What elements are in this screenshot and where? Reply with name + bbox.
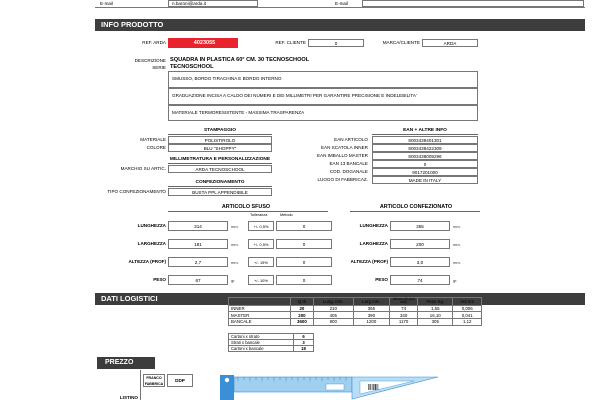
sfuso-row-tolerance[interactable]: +/- 0,5% bbox=[248, 239, 274, 249]
logistics-header-cell: Larg mm. bbox=[353, 298, 389, 306]
desc-line-3: MATERIALE TERMORESISTENTE - MASSIMA TRASPARENZA bbox=[168, 105, 478, 121]
ean-row-label: EAN IMBALLO MASTER bbox=[316, 153, 368, 158]
sfuso-title: ARTICOLO SFUSO bbox=[221, 204, 271, 210]
logistics-cell[interactable]: 405 bbox=[313, 312, 353, 319]
logistics-row bbox=[229, 305, 482, 312]
logistics-cell[interactable]: 20 bbox=[291, 305, 314, 312]
logistics-header-cell: Peso Kg. bbox=[418, 298, 453, 306]
sfuso-row-unit: mm. bbox=[231, 242, 239, 247]
materiale-value[interactable]: POLISTIROLO bbox=[168, 136, 272, 144]
product-image bbox=[218, 373, 440, 400]
pallet-row-value[interactable]: 18 bbox=[294, 346, 314, 352]
ref-cliente-value[interactable]: 0 bbox=[308, 39, 364, 47]
ean-row-value[interactable]: 8003439401301 bbox=[372, 136, 478, 144]
sfuso-row-unit: mm. bbox=[231, 260, 239, 265]
pallet-table bbox=[228, 333, 314, 352]
ref-arda-label: REF. ARDA bbox=[142, 40, 166, 45]
brand-label-icon bbox=[326, 384, 344, 390]
confezionato-title: ARTICOLO CONFEZIONATO bbox=[379, 204, 453, 210]
sfuso-row-label: ALTEZZA (PROF) bbox=[128, 259, 166, 264]
sfuso-row-metodo[interactable]: 0 bbox=[276, 221, 332, 231]
sfuso-row-value[interactable]: 314 bbox=[168, 221, 228, 231]
confezionato-row-unit: mm. bbox=[453, 224, 461, 229]
sfuso-row-label: LARGHEZZA bbox=[137, 241, 166, 246]
tipo-confezionamento-label: TIPO CONFEZIONAMENTO bbox=[107, 189, 166, 194]
sfuso-underline bbox=[168, 211, 328, 212]
hang-hole-icon bbox=[225, 378, 229, 382]
logistics-cell[interactable]: 1,12 bbox=[453, 319, 482, 326]
stampaggio-underline bbox=[168, 134, 272, 135]
logistics-cell[interactable]: 74 bbox=[390, 305, 418, 312]
marchio-label: MARCHIO SU ARTIC. bbox=[120, 166, 166, 171]
email-label-right: E-mail bbox=[335, 1, 349, 6]
barcode-icon bbox=[368, 384, 378, 390]
logistics-cell[interactable]: 1170 bbox=[390, 319, 418, 326]
logistics-cell[interactable]: 3600 bbox=[291, 319, 314, 326]
sfuso-row-tolerance[interactable]: +/- 10% bbox=[248, 275, 274, 285]
logistics-row bbox=[229, 319, 482, 326]
logistics-cell[interactable]: 0,041 bbox=[453, 312, 482, 319]
ean-underline bbox=[372, 134, 478, 135]
logistics-header-cell: Alt mm. (h) (sui lato) bbox=[390, 298, 418, 306]
metodo-label: Metodo bbox=[280, 213, 293, 217]
sfuso-row-metodo[interactable]: 0 bbox=[276, 257, 332, 267]
tipo-confezionamento-value[interactable]: BUSTA PPL APPENDIBILE bbox=[168, 188, 272, 196]
sfuso-row-label: PESO bbox=[153, 277, 166, 282]
email-label-left: E-mail bbox=[100, 1, 114, 6]
confezionato-row-unit: mm. bbox=[453, 242, 461, 247]
materiale-label: MATERIALE bbox=[140, 137, 166, 142]
franco-fabbrica-cell[interactable]: FRANCO FABBRICA bbox=[144, 376, 164, 386]
confezionato-row-label: LUNGHEZZA bbox=[359, 223, 388, 228]
desc-line-1: SMUSSO, BORDO TIRACHINA E BORDO INTERNO bbox=[168, 71, 478, 88]
sfuso-row-unit: gr. bbox=[231, 278, 236, 283]
pallet-row-label: Cartoni x strato bbox=[229, 334, 294, 340]
marca-label: MARCA/CLIENTE bbox=[382, 40, 420, 45]
logistics-cell: MASTER bbox=[229, 312, 291, 319]
desc-line-2: GRADUAZIONE INCISA A CALDO DEI NUMERI E DEI MILLIMETRI PER GARANTIRE PRECISIONE E INDELEBILITA' bbox=[168, 88, 478, 105]
tolleranza-label: Tolleranza bbox=[250, 213, 268, 217]
email-value-right[interactable] bbox=[362, 0, 584, 7]
ean-title: EAN + ALTRE INFO bbox=[403, 128, 447, 133]
sfuso-row-tolerance[interactable]: +/- 0,5% bbox=[248, 221, 274, 231]
confezionato-row-value[interactable]: 355 bbox=[390, 221, 450, 231]
pallet-row-label: Cartoni x bancale bbox=[229, 346, 294, 352]
marchio-value[interactable]: ARDA TECNOSCHOOL bbox=[168, 165, 272, 173]
listino-label: LISTINO bbox=[119, 395, 138, 400]
logistics-cell[interactable]: 210 bbox=[313, 305, 353, 312]
confezionamento-title: CONFEZIONAMENTO bbox=[195, 180, 245, 185]
confezionato-row-value[interactable]: 3,0 bbox=[390, 257, 450, 267]
ean-row-value[interactable]: 0 bbox=[372, 160, 478, 168]
pallet-row-label: Strati x bancale bbox=[229, 340, 294, 346]
descrizione-label: DESCRIZIONE bbox=[134, 58, 166, 63]
marca-value[interactable]: ARDA bbox=[422, 39, 478, 47]
confezionamento-underline bbox=[168, 186, 272, 187]
ean-row-label: EAN ARTICOLO bbox=[334, 137, 368, 142]
logistics-header-cell: Vol m3 bbox=[453, 298, 482, 306]
ref-arda-value[interactable]: 4023055 bbox=[168, 38, 238, 48]
sfuso-row-value[interactable]: 181 bbox=[168, 239, 228, 249]
ean-row-label: LUOGO DI FABBRICAZ. bbox=[317, 177, 368, 182]
confezionato-row-label: LARGHEZZA bbox=[359, 241, 388, 246]
confezionato-row-label: ALTEZZA (PROF) bbox=[350, 259, 388, 264]
ean-row-value[interactable]: 8003438422309 bbox=[372, 144, 478, 152]
logistics-cell[interactable]: 0,006 bbox=[453, 305, 482, 312]
serie-value: TECNOSCHOOL bbox=[170, 64, 214, 70]
logistics-table bbox=[228, 297, 482, 326]
section-prezzo: PREZZO bbox=[97, 357, 155, 369]
logistics-header-row bbox=[229, 298, 482, 306]
pallet-row-value[interactable]: 3 bbox=[294, 340, 314, 346]
confezionato-row-unit: gr. bbox=[453, 278, 458, 283]
ean-row-value[interactable]: 8003438009296 bbox=[372, 152, 478, 160]
descrizione-value: SQUADRA IN PLASTICA 60° CM. 30 TECNOSCHOOL bbox=[170, 57, 310, 63]
logistics-header-cell: Lung. mm. bbox=[313, 298, 353, 306]
logistics-row bbox=[229, 312, 482, 319]
logistics-cell[interactable]: 390 bbox=[353, 312, 389, 319]
serie-label: SERIE bbox=[152, 65, 166, 70]
logistics-cell[interactable]: 16,10 bbox=[418, 312, 453, 319]
logistics-cell: BANCALE bbox=[229, 319, 291, 326]
sfuso-row-metodo[interactable]: 0 bbox=[276, 275, 332, 285]
ean-row-label: EAN SCATOLA INNER bbox=[320, 145, 368, 150]
ean-row-label: COD. DOGANALE bbox=[329, 169, 368, 174]
logistics-cell[interactable]: 200 bbox=[291, 312, 314, 319]
logistics-header-cell bbox=[229, 298, 291, 306]
section-dati-logistici: DATI LOGISTICI bbox=[95, 293, 585, 305]
stampaggio-title: STAMPAGGIO bbox=[203, 128, 237, 133]
millimetratura-title: MILLIMETRATURA E PERSONALIZZAZIONE bbox=[169, 157, 271, 162]
ean-row-value[interactable]: MADE IN ITALY bbox=[372, 176, 478, 184]
logistics-cell[interactable]: 800 bbox=[313, 319, 353, 326]
colore-label: COLORE bbox=[146, 145, 166, 150]
logistics-cell: INNER bbox=[229, 305, 291, 312]
logistics-cell[interactable]: 365 bbox=[353, 305, 389, 312]
logistics-cell[interactable]: 340 bbox=[390, 312, 418, 319]
confezionato-row-label: PESO bbox=[375, 277, 388, 282]
logistics-cell[interactable]: 1200 bbox=[353, 319, 389, 326]
section-info-prodotto: INFO PRODOTTO bbox=[95, 19, 585, 31]
sfuso-row-tolerance[interactable]: +/- 15% bbox=[248, 257, 274, 267]
ean-row-label: EAN 13 BANCALE bbox=[329, 161, 368, 166]
sfuso-row-metodo[interactable]: 0 bbox=[276, 239, 332, 249]
logistics-cell[interactable]: 1,55 bbox=[418, 305, 453, 312]
sfuso-row-label: LUNGHEZZA bbox=[137, 223, 166, 228]
logistics-header-cell: Q.tà bbox=[291, 298, 314, 306]
sfuso-row-value[interactable]: 2,7 bbox=[168, 257, 228, 267]
sfuso-row-value[interactable]: 67 bbox=[168, 275, 228, 285]
ddp-cell[interactable]: DDP bbox=[167, 374, 193, 387]
colore-value[interactable]: BLU "SHOPPY" bbox=[168, 144, 272, 152]
confezionato-underline bbox=[350, 211, 480, 212]
confezionato-row-value[interactable]: 74 bbox=[390, 275, 450, 285]
email-value-left[interactable]: n.baroni@arda.it bbox=[168, 0, 258, 7]
logistics-cell[interactable]: 305 bbox=[418, 319, 453, 326]
ref-cliente-label: REF. CLIENTE bbox=[275, 40, 306, 45]
pallet-row bbox=[229, 346, 314, 352]
millimetratura-underline bbox=[168, 163, 272, 164]
confezionato-row-value[interactable]: 200 bbox=[390, 239, 450, 249]
ean-row-value[interactable]: 9017201000 bbox=[372, 168, 478, 176]
pallet-row-value[interactable]: 6 bbox=[294, 334, 314, 340]
confezionato-row-unit: mm. bbox=[453, 260, 461, 265]
sfuso-row-unit: mm. bbox=[231, 224, 239, 229]
